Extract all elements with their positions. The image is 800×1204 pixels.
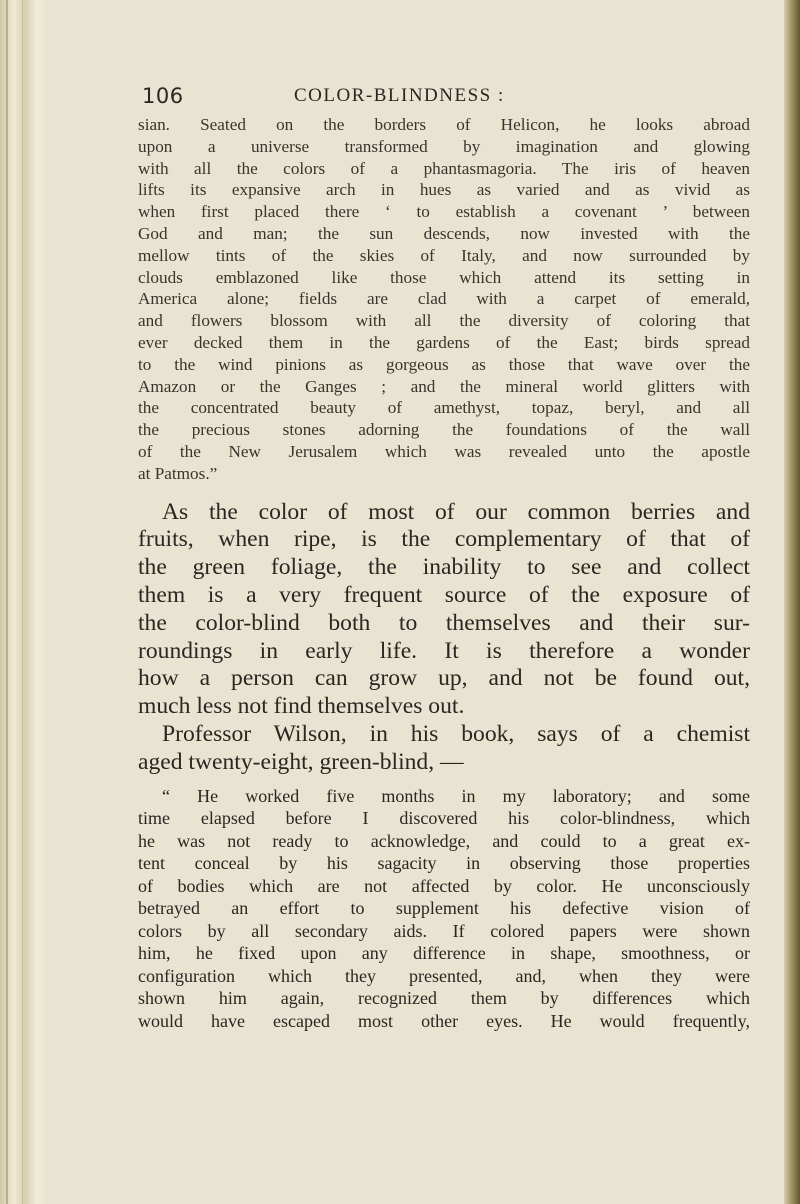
page-edge [784, 0, 800, 1204]
text-line: mellow tints of the skies of Italy, and now surrounded by [138, 245, 750, 265]
text-line: upon a universe transformed by imagination and glowing [138, 136, 750, 156]
text-line: colors by all secondary aids. If colored papers were shown [138, 920, 750, 941]
text-line: would have escaped most other eyes. He would frequently, [138, 1010, 750, 1031]
text-line: aged twenty-eight, green-blind, — [138, 748, 464, 775]
text-line: shown him again, recognized them by differences which [138, 988, 750, 1009]
text-line: and flowers blossom with all the diversity of coloring that [138, 311, 750, 331]
text-line: Amazon or the Ganges ; and the mineral world glitters with [138, 376, 750, 396]
text-line: roundings in early life. It is therefore a wonder [138, 637, 750, 664]
text-line: he was not ready to acknowledge, and could to a great ex- [138, 830, 750, 851]
text-line: lifts its expansive arch in hues as varied and as vivid as [138, 180, 750, 200]
text-line: to the wind pinions as gorgeous as those that wave over the [138, 354, 750, 374]
text-line: them is a very frequent source of the exposure of [138, 581, 750, 608]
text-line: America alone; fields are clad with a carpet of emerald, [138, 289, 750, 309]
text-line: configuration which they presented, and, when they were [138, 965, 750, 986]
text-line: of bodies which are not affected by color. He unconsciously [138, 875, 750, 896]
text-line: the concentrated beauty of amethyst, topaz, beryl, and all [138, 398, 750, 418]
text-line: time elapsed before I discovered his color-blindness, which [138, 808, 750, 829]
text-line: tent conceal by his sagacity in observing those properties [138, 853, 750, 874]
text-line: at Patmos.” [138, 463, 218, 483]
paragraph-body [138, 499, 750, 777]
text-line: sian. Seated on the borders of Helicon, he looks abroad [138, 115, 750, 134]
book-gutter [0, 0, 46, 1204]
text-line: “ He worked five months in my laboratory; and some [162, 785, 750, 806]
text-line: Professor Wilson, in his book, says of a chemist [162, 720, 750, 747]
paragraph-wilson-quote [138, 785, 750, 1033]
page-number: 106 [142, 84, 184, 108]
text-line: when first placed there ‘ to establish a covenant ’ between [138, 202, 750, 222]
text-line: him, he fixed upon any difference in shape, smoothness, or [138, 943, 750, 964]
text-line: ever decked them in the gardens of the East; birds spread [138, 332, 750, 352]
text-line: betrayed an effort to supplement his defective vision of [138, 898, 750, 919]
paragraph-quote-continuation [138, 114, 750, 485]
text-line: fruits, when ripe, is the complementary of that of [138, 526, 750, 553]
text-line: As the color of most of our common berries and [162, 498, 750, 525]
text-line: much less not find themselves out. [138, 693, 465, 720]
book-page [58, 84, 770, 1031]
page-body [138, 114, 750, 1032]
running-head: COLOR-BLINDNESS : [294, 85, 505, 106]
text-line: of the New Jerusalem which was revealed unto the apostle [138, 441, 750, 461]
text-line: how a person can grow up, and not be found out, [138, 665, 750, 692]
text-line: the color-blind both to themselves and their sur- [138, 609, 750, 636]
text-line: God and man; the sun descends, now invested with the [138, 223, 750, 243]
text-line: with all the colors of a phantasmagoria. The iris of heaven [138, 158, 750, 178]
text-line: clouds emblazoned like those which attend its setting in [138, 267, 750, 287]
text-line: the precious stones adorning the foundations of the wall [138, 420, 750, 440]
text-line: the green foliage, the inability to see and collect [138, 554, 750, 581]
page-header [58, 84, 770, 118]
